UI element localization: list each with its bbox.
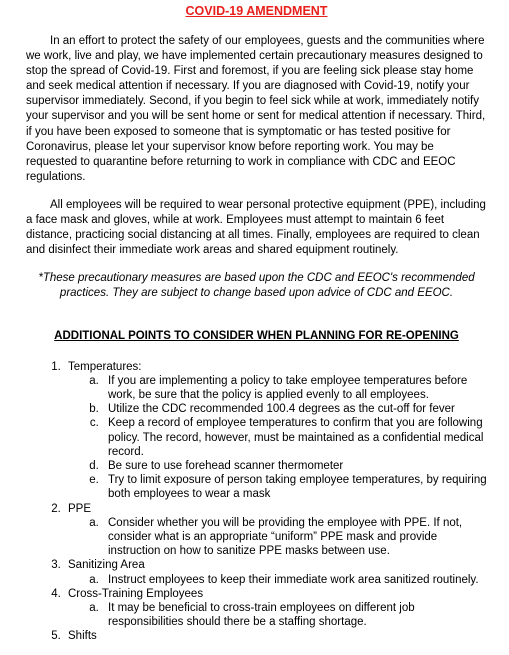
cdc-eeoc-note: *These precautionary measures are based upon the CDC and EEOC's recommended practices. They are subject to change based upon advice of CDC and EEOC. bbox=[38, 272, 475, 300]
points-list bbox=[26, 360, 487, 644]
sub-list bbox=[68, 374, 487, 502]
point-cross-training bbox=[64, 587, 487, 630]
list-item: b. Utilize the CDC recommended 100.4 degrees as the cut-off for fever bbox=[102, 402, 487, 416]
list-item: a. Instruct employees to keep their immediate work area sanitized routinely. bbox=[102, 573, 487, 587]
section-heading: ADDITIONAL POINTS TO CONSIDER WHEN PLANNING FOR RE-OPENING bbox=[54, 329, 459, 342]
document-title: COVID-19 AMENDMENT bbox=[185, 4, 328, 18]
list-item: e. Try to limit exposure of person taking employee temperatures, by requiring both employees to wear a mask bbox=[102, 473, 487, 501]
list-item: a. If you are implementing a policy to take employee temperatures before work, be sure that the policy is applied evenly to all employees. bbox=[102, 374, 487, 402]
paragraph-ppe-requirements: All employees will be required to wear personal protective equipment (PPE), including a face mask and gloves, while at work. Employees must attempt to maintain 6 feet distance, practicing social distancing at all times. Finally, employees are required to clean and disinfect their immediate work areas and shared equipment routinely. bbox=[26, 198, 486, 257]
point-label: Temperatures: bbox=[68, 360, 142, 373]
paragraph-precautionary-measures: In an effort to protect the safety of our employees, guests and the communities where we work, live and play, we have implemented certain precautionary measures designed to stop the spread of Covid-19. First and foremost, if you are feeling sick please stay home and seek medical attention if necessary. If you are diagnosed with Covid-19, notify your supervisor immediately. Second, if you begin to feel sick while at work, immediately notify your supervisor and you will be sent home or sent for medical attention if necessary. Third, if you have been exposed to someone that is symptomatic or has tested positive for Coronavirus, please let your supervisor know before reporting work. You may be requested to quarantine before returning to work in compliance with CDC and EEOC regulations. bbox=[26, 35, 486, 183]
point-temperatures bbox=[64, 360, 487, 502]
point-ppe bbox=[64, 502, 487, 559]
sub-list bbox=[68, 516, 487, 559]
point-sanitizing-area bbox=[64, 558, 487, 586]
list-item: a. It may be beneficial to cross-train employees on different job responsibilities should there be a staffing shortage. bbox=[102, 601, 487, 629]
list-item: a. Consider whether you will be providing the employee with PPE. If not, consider what is an appropriate “uniform” PPE mask and provide instruction on how to sanitize PPE masks between use. bbox=[102, 516, 487, 559]
point-label: PPE bbox=[68, 502, 92, 515]
point-shifts bbox=[64, 629, 487, 643]
point-label: Shifts bbox=[68, 630, 97, 643]
list-item: c. Keep a record of employee temperatures to confirm that you are following policy. The record, however, must be maintained as a confidential medical record. bbox=[102, 416, 487, 459]
sub-list bbox=[68, 601, 487, 629]
point-label: Cross-Training Employees bbox=[68, 587, 204, 600]
list-item: d. Be sure to use forehead scanner thermometer bbox=[102, 459, 487, 473]
sub-list bbox=[68, 573, 487, 587]
point-label: Sanitizing Area bbox=[68, 559, 145, 572]
